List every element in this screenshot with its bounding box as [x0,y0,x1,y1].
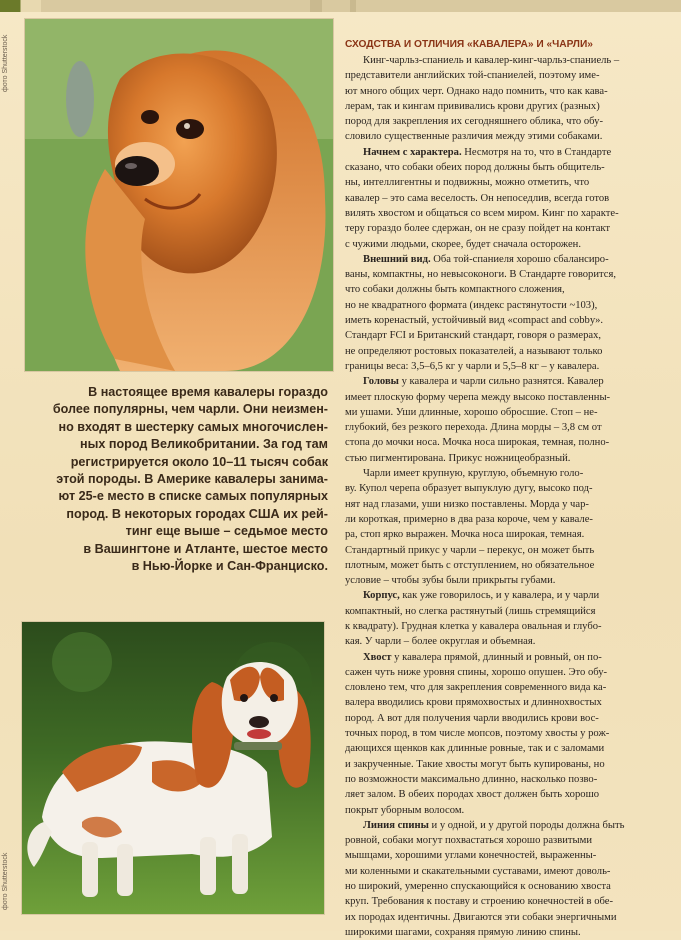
article-line: словило существенные различия между этими собаками. [345,131,603,143]
article-line: лерам, так и кингам прививались крови других (разных) [345,100,600,112]
pull-quote-line: В настоящее время кавалеры гораздо [88,385,328,399]
article-line: но широкий, умеренно спускающийся к основанию хвоста [345,881,611,893]
article-line: нят над глазами, уши низко поставлены. Морда у чар- [345,498,589,510]
line-text: Оба той-спаниеля хорошо сбалансиро- [430,253,609,265]
article-line [345,466,671,481]
article-line: ми ушами. Уши длинные, хорошо обросшие. Стоп – не- [345,406,598,418]
article-line: границы веса: 3,5–6,5 кг у чарли и 5,5–8 кг – у кавалера. [345,360,600,372]
article-line: пород. А вот для получения чарли вводились крови вос- [345,712,599,724]
line-text: Несмотря на то, что в Стандарте [461,146,612,158]
article-paragraph [345,53,671,145]
article-line: круп. Требования к поставу и строению конечностей в обе- [345,896,613,908]
article-line: ми коленными и скакательными суставами, имеют доволь- [345,865,611,877]
article-line: ровной, собаки могут похвастаться хорошо развитыми [345,835,593,847]
article-line: пород для закрепления их сегодняшнего облика, что обу- [345,116,603,128]
cavalier-standing-photo [21,621,325,915]
article-line: сказано, что собаки обеих пород должны быть общитель- [345,162,605,174]
paragraph-lead: Начнем с характера. [363,146,462,158]
article-line: вилять хвостом и общаться со всем миром. Кинг по характе- [345,207,619,219]
pull-quote [22,384,328,575]
top-color-bar [0,0,681,12]
pull-quote-line: пород. В некоторых городах США их рей- [66,506,328,521]
line-text: у кавалера и чарли сильно разнятся. Кавалер [398,376,604,388]
article-line: ли короткая, примерно в два раза короче, чем у кавале- [345,513,593,525]
cavalier-portrait-photo [24,18,334,372]
article-line [345,252,671,267]
article-line: и закрученные. Такие хвосты могут быть купированы, но [345,758,605,770]
article-line: не определяют ростовых показателей, а называют только [345,345,603,357]
paragraph-lead: Линия спины [363,819,429,831]
article-line [345,588,671,603]
article-line: компактный, но слегка растянутый (лишь стремящийся [345,605,596,617]
article-line: покрыт уборным волосом. [345,804,465,816]
line-text: Чарли имеет крупную, круглую, объемную голо- [363,468,584,480]
article-line [345,650,671,665]
pull-quote-line: но входят в шестерку самых многочислен- [58,419,328,434]
paragraph-lead: Внешний вид. [363,253,431,265]
article-line: ны, интеллигентны и подвижны, можно отметить, что [345,177,590,189]
article-line: кавалер – это сама веселость. Он непоседлив, всегда готов [345,192,610,204]
line-text: Кинг-чарльз-спаниель и кавалер-кинг-чарльз-спаниель – [363,55,620,66]
article-line: к квадрату). Грудная клетка у кавалера овальная и глубо- [345,620,602,632]
article-line: но не квадратного формата (индекс растянутости ~103), [345,299,598,311]
pull-quote-line: более популярны, чем чарли. Они неизмен- [52,402,328,417]
article-paragraph [345,252,671,374]
article-paragraph [345,374,671,466]
article-line: иметь коренастый, устойчивый вид «compact and cobby». [345,315,604,327]
article-line [345,374,671,389]
article-line: что собаки должны быть компактного сложения, [345,284,565,296]
article-line: представители английских той-спаниелей, поэтому име- [345,70,600,82]
article-paragraph [345,466,671,588]
line-text: у кавалера прямой, длинный и ровный, он по- [391,651,602,663]
article-line: словлено тем, что для закрепления современного вида ка- [345,682,607,694]
pull-quote-line: ных пород Великобритании. За год там [79,437,328,452]
pull-quote-line: регистрируется около 10–11 тысяч собак [70,454,328,469]
paragraph-lead: Головы [363,376,399,388]
article-paragraph [345,818,671,940]
article-line: их породах идентичны. Двигаются эти собаки энергичными [345,911,617,923]
photo-credit-bottom: фото Shutterstock [2,852,9,910]
cavalier-portrait-illustration [25,19,333,371]
article-line: стопа до мочки носа. Мочка носа широкая, темная, полно- [345,437,610,449]
article-heading: СХОДСТВА И ОТЛИЧИЯ «КАВАЛЕРА» И «ЧАРЛИ» [345,39,593,50]
pull-quote-line: этой породы. В Америке кавалеры занима- [56,472,328,487]
article-line: валера вводились крови прямохвостых и длиннохвостых [345,697,602,709]
pull-quote-line: в Вашингтоне и Атланте, шестое место [83,541,328,556]
article-line: ваны, компактны, но невысоконоги. В Стандарте говорится, [345,269,616,281]
article-line: ляет залом. В обеих породах хвост должен быть хорошо [345,789,600,801]
article-paragraph [345,650,671,818]
article-line: по возможности максимально длинно, насколько позво- [345,773,598,785]
article-column [345,38,671,940]
paragraph-lead: Корпус, [363,590,400,602]
article-line: плотным, может быть с отступлением, но обязательное [345,559,595,571]
article-line: широкими шагами, сохраняя прямую линию спины. [345,926,581,938]
article-line: имеет плоскую форму черепа между высоко поставленны- [345,391,611,403]
article-line [345,53,671,68]
article-line: сажен чуть ниже уровня спины, хорошо опушен. Это обу- [345,666,608,678]
article-paragraph [345,145,671,252]
article-line: теру гораздо более сдержан, он не сразу пойдет на контакт [345,223,611,235]
cavalier-standing-illustration [22,622,324,914]
paragraph-lead: Хвост [363,651,392,663]
article-line: кая. У чарли – более округлая и объемная. [345,636,536,648]
photo-credit-top: фото Shutterstock [2,34,9,92]
line-text: как уже говорилось, и у кавалера, и у чарли [399,590,600,602]
article-line: ву. Купол черепа образует выпуклую дугу, высоко под- [345,483,593,495]
pull-quote-line: ют 25-е место в списке самых популярных [58,489,328,504]
article-line: мышцами, хорошими углами конечностей, выраженны- [345,850,597,862]
article-line: Стандарт FCI и Британский стандарт, говоря о размерах, [345,330,602,342]
article-line: условие – чтобы зубы были прикрыты губами. [345,575,556,587]
article-line [345,818,671,833]
pull-quote-line: тинг еще выше – седьмое место [125,524,328,539]
article-line: глубокий, без резкого перехода. Длина морды – 3,8 см от [345,422,602,434]
article-line: ра, стоп ярко выражен. Мочка носа широкая, темная. [345,529,585,541]
article-paragraph [345,588,671,649]
article-line: стью пигментирована. Прикус ножницеобразный. [345,452,571,464]
article-line: Стандартный прикус у чарли – перекус, он может быть [345,544,595,556]
article-line: точных пород, в том числе мопсов, поэтому хвосты у рож- [345,728,610,740]
article-line: ют много общих черт. Однако надо помнить, что как кава- [345,85,608,97]
line-text: и у одной, и у другой породы должна быть [428,819,625,831]
pull-quote-line: в Нью-Йорке и Сан-Франциско. [131,559,328,574]
article-line [345,145,671,160]
article-line: с чужими людьми, скорее, будет сначала осторожен. [345,238,581,250]
article-line: дающихся щенков как длинные ровные, так и с заломами [345,743,605,755]
